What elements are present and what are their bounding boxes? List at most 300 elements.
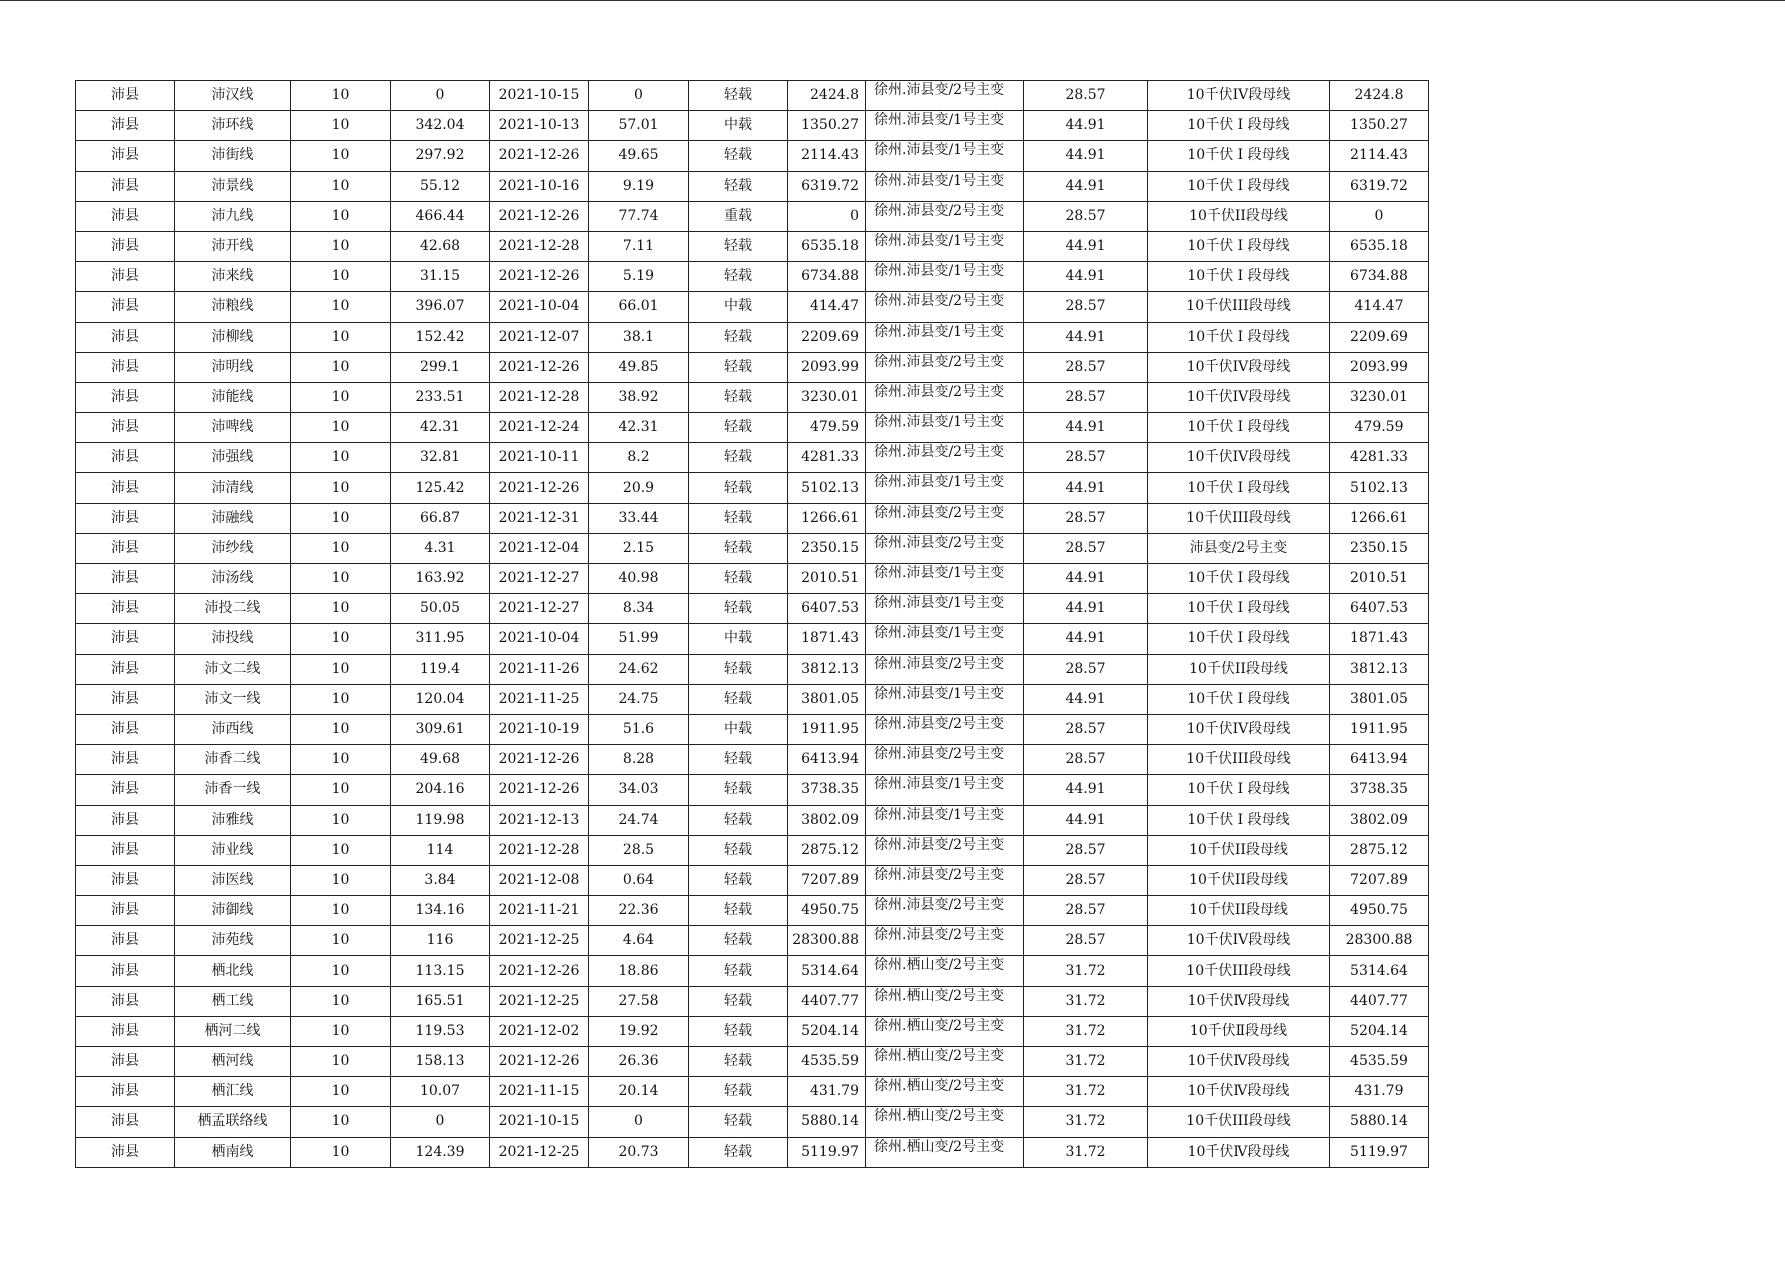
cell-transformer-load-rate: 31.72 <box>1024 1077 1148 1107</box>
cell-load-rate: 7.11 <box>589 231 689 261</box>
cell-load-rate: 0 <box>589 81 689 111</box>
cell-date: 2021-12-26 <box>490 141 589 171</box>
cell-date: 2021-12-25 <box>490 986 589 1016</box>
cell-load-status: 轻载 <box>689 262 788 292</box>
cell-voltage-kv: 10 <box>291 231 391 261</box>
cell-date: 2021-10-13 <box>490 111 589 141</box>
transformer-name-text: 徐州.沛县变/1号主变 <box>874 323 1005 340</box>
cell-busbar: 10千伏 I 段母线 <box>1148 805 1330 835</box>
cell-busbar: 10千伏IV段母线 <box>1148 352 1330 382</box>
cell-load-current: 158.13 <box>391 1047 490 1077</box>
cell-date: 2021-12-27 <box>490 594 589 624</box>
cell-substation-transformer <box>866 503 1024 533</box>
cell-load-current: 163.92 <box>391 564 490 594</box>
cell-date: 2021-12-26 <box>490 262 589 292</box>
table-row <box>76 684 1429 714</box>
cell-line-name: 沛汤线 <box>175 564 291 594</box>
cell-line-name: 沛强线 <box>175 443 291 473</box>
cell-county: 沛县 <box>76 865 175 895</box>
cell-available-capacity: 0 <box>788 201 866 231</box>
cell-remaining-capacity: 6734.88 <box>1330 262 1429 292</box>
cell-substation-transformer <box>866 986 1024 1016</box>
cell-date: 2021-12-04 <box>490 533 589 563</box>
cell-remaining-capacity: 1350.27 <box>1330 111 1429 141</box>
cell-transformer-load-rate: 31.72 <box>1024 1047 1148 1077</box>
cell-voltage-kv: 10 <box>291 1137 391 1167</box>
cell-busbar: 沛县变/2号主变 <box>1148 533 1330 563</box>
cell-transformer-load-rate: 31.72 <box>1024 1016 1148 1046</box>
cell-voltage-kv: 10 <box>291 805 391 835</box>
cell-available-capacity: 7207.89 <box>788 865 866 895</box>
table-row <box>76 594 1429 624</box>
cell-load-current: 342.04 <box>391 111 490 141</box>
cell-line-name: 栖南线 <box>175 1137 291 1167</box>
cell-remaining-capacity: 2875.12 <box>1330 835 1429 865</box>
cell-transformer-load-rate: 44.91 <box>1024 141 1148 171</box>
cell-load-current: 299.1 <box>391 352 490 382</box>
cell-load-status: 轻载 <box>689 171 788 201</box>
cell-transformer-load-rate: 28.57 <box>1024 533 1148 563</box>
cell-county: 沛县 <box>76 926 175 956</box>
cell-date: 2021-11-21 <box>490 896 589 926</box>
cell-line-name: 沛街线 <box>175 141 291 171</box>
cell-transformer-load-rate: 31.72 <box>1024 956 1148 986</box>
cell-load-rate: 8.28 <box>589 745 689 775</box>
cell-load-status: 轻载 <box>689 1016 788 1046</box>
cell-substation-transformer <box>866 865 1024 895</box>
cell-line-name: 沛雅线 <box>175 805 291 835</box>
cell-voltage-kv: 10 <box>291 745 391 775</box>
cell-voltage-kv: 10 <box>291 141 391 171</box>
cell-line-name: 沛清线 <box>175 473 291 503</box>
cell-date: 2021-10-15 <box>490 1107 589 1137</box>
cell-available-capacity: 5102.13 <box>788 473 866 503</box>
cell-load-rate: 66.01 <box>589 292 689 322</box>
cell-voltage-kv: 10 <box>291 865 391 895</box>
cell-date: 2021-12-26 <box>490 775 589 805</box>
table-row <box>76 926 1429 956</box>
cell-busbar: 10千伏 I 段母线 <box>1148 171 1330 201</box>
cell-county: 沛县 <box>76 382 175 412</box>
cell-load-current: 233.51 <box>391 382 490 412</box>
cell-load-rate: 40.98 <box>589 564 689 594</box>
cell-remaining-capacity: 3812.13 <box>1330 654 1429 684</box>
cell-load-status: 轻载 <box>689 322 788 352</box>
table-row <box>76 1016 1429 1046</box>
cell-available-capacity: 6407.53 <box>788 594 866 624</box>
cell-line-name: 沛香二线 <box>175 745 291 775</box>
cell-county: 沛县 <box>76 352 175 382</box>
transformer-name-text: 徐州.沛县变/1号主变 <box>874 625 1005 642</box>
table-row <box>76 443 1429 473</box>
cell-busbar: 10千伏 I 段母线 <box>1148 111 1330 141</box>
cell-load-status: 轻载 <box>689 926 788 956</box>
cell-substation-transformer <box>866 413 1024 443</box>
cell-remaining-capacity: 7207.89 <box>1330 865 1429 895</box>
cell-substation-transformer <box>866 654 1024 684</box>
cell-load-current: 114 <box>391 835 490 865</box>
transformer-name-text: 徐州.沛县变/2号主变 <box>874 353 1005 370</box>
cell-load-status: 中载 <box>689 624 788 654</box>
cell-substation-transformer <box>866 896 1024 926</box>
cell-available-capacity: 3230.01 <box>788 382 866 412</box>
cell-voltage-kv: 10 <box>291 1077 391 1107</box>
cell-remaining-capacity: 5204.14 <box>1330 1016 1429 1046</box>
table-row <box>76 624 1429 654</box>
cell-voltage-kv: 10 <box>291 1047 391 1077</box>
cell-load-status: 轻载 <box>689 986 788 1016</box>
cell-remaining-capacity: 2114.43 <box>1330 141 1429 171</box>
cell-transformer-load-rate: 44.91 <box>1024 775 1148 805</box>
table-row <box>76 171 1429 201</box>
cell-available-capacity: 2114.43 <box>788 141 866 171</box>
cell-substation-transformer <box>866 141 1024 171</box>
cell-voltage-kv: 10 <box>291 564 391 594</box>
cell-load-status: 轻载 <box>689 473 788 503</box>
cell-available-capacity: 5204.14 <box>788 1016 866 1046</box>
cell-substation-transformer <box>866 835 1024 865</box>
cell-load-status: 轻载 <box>689 775 788 805</box>
transformer-name-text: 徐州.沛县变/2号主变 <box>874 82 1005 98</box>
cell-line-name: 沛文二线 <box>175 654 291 684</box>
cell-remaining-capacity: 5119.97 <box>1330 1137 1429 1167</box>
cell-substation-transformer <box>866 775 1024 805</box>
cell-substation-transformer <box>866 956 1024 986</box>
cell-remaining-capacity: 28300.88 <box>1330 926 1429 956</box>
cell-transformer-load-rate: 44.91 <box>1024 322 1148 352</box>
cell-county: 沛县 <box>76 413 175 443</box>
transformer-name-text: 徐州.沛县变/2号主变 <box>874 866 1005 883</box>
cell-load-current: 204.16 <box>391 775 490 805</box>
cell-busbar: 10千伏III段母线 <box>1148 956 1330 986</box>
cell-load-rate: 9.19 <box>589 171 689 201</box>
cell-substation-transformer <box>866 352 1024 382</box>
cell-load-current: 119.53 <box>391 1016 490 1046</box>
cell-busbar: 10千伏III段母线 <box>1148 503 1330 533</box>
cell-transformer-load-rate: 28.57 <box>1024 382 1148 412</box>
cell-date: 2021-12-26 <box>490 1047 589 1077</box>
table-body <box>76 81 1429 1168</box>
cell-available-capacity: 479.59 <box>788 413 866 443</box>
cell-date: 2021-12-07 <box>490 322 589 352</box>
cell-available-capacity: 2424.8 <box>788 81 866 111</box>
transformer-name-text: 徐州.沛县变/2号主变 <box>874 504 1005 521</box>
cell-county: 沛县 <box>76 1016 175 1046</box>
cell-busbar: 10千伏 I 段母线 <box>1148 564 1330 594</box>
cell-substation-transformer <box>866 1107 1024 1137</box>
table-row <box>76 382 1429 412</box>
cell-voltage-kv: 10 <box>291 413 391 443</box>
cell-available-capacity: 1911.95 <box>788 714 866 744</box>
cell-substation-transformer <box>866 171 1024 201</box>
cell-busbar: 10千伏Ⅱ段母线 <box>1148 1016 1330 1046</box>
cell-load-current: 165.51 <box>391 986 490 1016</box>
cell-load-rate: 38.1 <box>589 322 689 352</box>
cell-load-status: 轻载 <box>689 1137 788 1167</box>
cell-line-name: 栖工线 <box>175 986 291 1016</box>
cell-date: 2021-12-02 <box>490 1016 589 1046</box>
cell-substation-transformer <box>866 292 1024 322</box>
cell-load-current: 297.92 <box>391 141 490 171</box>
cell-busbar: 10千伏IV段母线 <box>1148 714 1330 744</box>
transformer-name-text: 徐州.沛县变/2号主变 <box>874 655 1005 672</box>
cell-available-capacity: 6319.72 <box>788 171 866 201</box>
cell-busbar: 10千伏 I 段母线 <box>1148 684 1330 714</box>
cell-remaining-capacity: 4407.77 <box>1330 986 1429 1016</box>
cell-county: 沛县 <box>76 986 175 1016</box>
cell-load-current: 32.81 <box>391 443 490 473</box>
transformer-name-text: 徐州.沛县变/1号主变 <box>874 685 1005 702</box>
cell-transformer-load-rate: 28.57 <box>1024 201 1148 231</box>
cell-transformer-load-rate: 44.91 <box>1024 473 1148 503</box>
cell-voltage-kv: 10 <box>291 322 391 352</box>
cell-busbar: 10千伏III段母线 <box>1148 745 1330 775</box>
cell-remaining-capacity: 2350.15 <box>1330 533 1429 563</box>
cell-load-rate: 22.36 <box>589 896 689 926</box>
cell-line-name: 沛御线 <box>175 896 291 926</box>
cell-remaining-capacity: 431.79 <box>1330 1077 1429 1107</box>
cell-busbar: 10千伏Ⅳ段母线 <box>1148 1077 1330 1107</box>
cell-busbar: 10千伏 I 段母线 <box>1148 322 1330 352</box>
cell-voltage-kv: 10 <box>291 201 391 231</box>
cell-busbar: 10千伏 I 段母线 <box>1148 775 1330 805</box>
cell-voltage-kv: 10 <box>291 111 391 141</box>
cell-busbar: 10千伏II段母线 <box>1148 896 1330 926</box>
cell-line-name: 沛纱线 <box>175 533 291 563</box>
cell-available-capacity: 3812.13 <box>788 654 866 684</box>
cell-transformer-load-rate: 44.91 <box>1024 624 1148 654</box>
cell-substation-transformer <box>866 262 1024 292</box>
cell-load-status: 轻载 <box>689 654 788 684</box>
cell-available-capacity: 3801.05 <box>788 684 866 714</box>
cell-remaining-capacity: 6319.72 <box>1330 171 1429 201</box>
cell-load-status: 轻载 <box>689 81 788 111</box>
cell-available-capacity: 1871.43 <box>788 624 866 654</box>
cell-available-capacity: 4950.75 <box>788 896 866 926</box>
cell-load-rate: 27.58 <box>589 986 689 1016</box>
cell-load-status: 中载 <box>689 111 788 141</box>
cell-substation-transformer <box>866 1137 1024 1167</box>
cell-substation-transformer <box>866 926 1024 956</box>
cell-busbar: 10千伏 I 段母线 <box>1148 413 1330 443</box>
cell-date: 2021-12-27 <box>490 564 589 594</box>
cell-remaining-capacity: 4535.59 <box>1330 1047 1429 1077</box>
cell-line-name: 沛粮线 <box>175 292 291 322</box>
transformer-name-text: 徐州.沛县变/1号主变 <box>874 232 1005 249</box>
cell-line-name: 栖河二线 <box>175 1016 291 1046</box>
cell-line-name: 沛汉线 <box>175 81 291 111</box>
cell-county: 沛县 <box>76 1077 175 1107</box>
cell-county: 沛县 <box>76 805 175 835</box>
transformer-name-text: 徐州.沛县变/1号主变 <box>874 595 1005 612</box>
cell-voltage-kv: 10 <box>291 684 391 714</box>
cell-voltage-kv: 10 <box>291 1016 391 1046</box>
cell-county: 沛县 <box>76 81 175 111</box>
page-top-rule <box>0 0 1785 1</box>
transformer-name-text: 徐州.沛县变/2号主变 <box>874 202 1005 219</box>
transformer-name-text: 徐州.沛县变/1号主变 <box>874 112 1005 129</box>
cell-voltage-kv: 10 <box>291 624 391 654</box>
cell-county: 沛县 <box>76 1137 175 1167</box>
table-row <box>76 533 1429 563</box>
cell-date: 2021-12-28 <box>490 835 589 865</box>
cell-load-rate: 49.85 <box>589 352 689 382</box>
cell-remaining-capacity: 4281.33 <box>1330 443 1429 473</box>
cell-county: 沛县 <box>76 684 175 714</box>
cell-line-name: 栖北线 <box>175 956 291 986</box>
cell-substation-transformer <box>866 714 1024 744</box>
cell-busbar: 10千伏IV段母线 <box>1148 382 1330 412</box>
transformer-name-text: 徐州.沛县变/1号主变 <box>874 474 1005 491</box>
table-row <box>76 745 1429 775</box>
cell-date: 2021-10-16 <box>490 171 589 201</box>
cell-available-capacity: 2350.15 <box>788 533 866 563</box>
cell-available-capacity: 5314.64 <box>788 956 866 986</box>
cell-transformer-load-rate: 28.57 <box>1024 896 1148 926</box>
cell-substation-transformer <box>866 443 1024 473</box>
cell-busbar: 10千伏 I 段母线 <box>1148 473 1330 503</box>
cell-load-status: 轻载 <box>689 352 788 382</box>
cell-available-capacity: 2010.51 <box>788 564 866 594</box>
cell-transformer-load-rate: 44.91 <box>1024 111 1148 141</box>
cell-available-capacity: 2209.69 <box>788 322 866 352</box>
cell-transformer-load-rate: 28.57 <box>1024 503 1148 533</box>
cell-substation-transformer <box>866 382 1024 412</box>
table-row <box>76 896 1429 926</box>
cell-substation-transformer <box>866 231 1024 261</box>
cell-remaining-capacity: 1871.43 <box>1330 624 1429 654</box>
cell-line-name: 沛投线 <box>175 624 291 654</box>
cell-voltage-kv: 10 <box>291 443 391 473</box>
table-row <box>76 81 1429 111</box>
table-row <box>76 352 1429 382</box>
cell-county: 沛县 <box>76 835 175 865</box>
cell-substation-transformer <box>866 684 1024 714</box>
transformer-name-text: 徐州.栖山变/2号主变 <box>874 1017 1005 1034</box>
cell-transformer-load-rate: 28.57 <box>1024 745 1148 775</box>
cell-voltage-kv: 10 <box>291 292 391 322</box>
cell-transformer-load-rate: 44.91 <box>1024 684 1148 714</box>
cell-county: 沛县 <box>76 533 175 563</box>
cell-county: 沛县 <box>76 443 175 473</box>
cell-date: 2021-12-24 <box>490 413 589 443</box>
cell-busbar: 10千伏 I 段母线 <box>1148 231 1330 261</box>
transformer-name-text: 徐州.沛县变/2号主变 <box>874 927 1005 944</box>
cell-voltage-kv: 10 <box>291 503 391 533</box>
cell-transformer-load-rate: 28.57 <box>1024 926 1148 956</box>
cell-voltage-kv: 10 <box>291 654 391 684</box>
table-row <box>76 413 1429 443</box>
cell-load-status: 轻载 <box>689 745 788 775</box>
cell-load-current: 0 <box>391 1107 490 1137</box>
cell-load-rate: 26.36 <box>589 1047 689 1077</box>
cell-date: 2021-12-31 <box>490 503 589 533</box>
cell-county: 沛县 <box>76 111 175 141</box>
cell-load-current: 134.16 <box>391 896 490 926</box>
cell-substation-transformer <box>866 624 1024 654</box>
cell-busbar: 10千伏IV段母线 <box>1148 443 1330 473</box>
cell-load-rate: 18.86 <box>589 956 689 986</box>
cell-voltage-kv: 10 <box>291 896 391 926</box>
cell-date: 2021-12-25 <box>490 1137 589 1167</box>
transformer-name-text: 徐州.沛县变/2号主变 <box>874 383 1005 400</box>
cell-voltage-kv: 10 <box>291 171 391 201</box>
transformer-name-text: 徐州.沛县变/2号主变 <box>874 897 1005 914</box>
cell-load-current: 125.42 <box>391 473 490 503</box>
cell-remaining-capacity: 4950.75 <box>1330 896 1429 926</box>
cell-available-capacity: 2875.12 <box>788 835 866 865</box>
cell-load-rate: 24.74 <box>589 805 689 835</box>
cell-load-current: 3.84 <box>391 865 490 895</box>
transformer-name-text: 徐州.沛县变/2号主变 <box>874 836 1005 853</box>
cell-county: 沛县 <box>76 564 175 594</box>
cell-transformer-load-rate: 28.57 <box>1024 835 1148 865</box>
cell-date: 2021-11-15 <box>490 1077 589 1107</box>
cell-remaining-capacity: 1911.95 <box>1330 714 1429 744</box>
cell-load-current: 42.68 <box>391 231 490 261</box>
cell-line-name: 沛西线 <box>175 714 291 744</box>
cell-substation-transformer <box>866 322 1024 352</box>
cell-load-status: 轻载 <box>689 805 788 835</box>
cell-date: 2021-10-15 <box>490 81 589 111</box>
transformer-name-text: 徐州.栖山变/2号主变 <box>874 1048 1005 1064</box>
cell-county: 沛县 <box>76 714 175 744</box>
cell-line-name: 栖孟联络线 <box>175 1107 291 1137</box>
cell-load-status: 轻载 <box>689 1107 788 1137</box>
cell-line-name: 沛业线 <box>175 835 291 865</box>
cell-load-rate: 4.64 <box>589 926 689 956</box>
cell-date: 2021-12-26 <box>490 745 589 775</box>
table-row <box>76 654 1429 684</box>
cell-load-current: 50.05 <box>391 594 490 624</box>
cell-busbar: 10千伏Ⅳ段母线 <box>1148 1047 1330 1077</box>
transformer-name-text: 徐州.沛县变/2号主变 <box>874 746 1005 763</box>
table-row <box>76 564 1429 594</box>
transformer-name-text: 徐州.栖山变/2号主变 <box>874 1108 1005 1125</box>
cell-available-capacity: 3738.35 <box>788 775 866 805</box>
cell-load-status: 轻载 <box>689 896 788 926</box>
cell-remaining-capacity: 6535.18 <box>1330 231 1429 261</box>
cell-county: 沛县 <box>76 624 175 654</box>
cell-transformer-load-rate: 44.91 <box>1024 594 1148 624</box>
cell-substation-transformer <box>866 533 1024 563</box>
cell-load-rate: 34.03 <box>589 775 689 805</box>
cell-substation-transformer <box>866 201 1024 231</box>
cell-date: 2021-12-26 <box>490 352 589 382</box>
cell-load-current: 396.07 <box>391 292 490 322</box>
cell-line-name: 沛医线 <box>175 865 291 895</box>
cell-transformer-load-rate: 44.91 <box>1024 231 1148 261</box>
cell-load-current: 124.39 <box>391 1137 490 1167</box>
cell-substation-transformer <box>866 1047 1024 1077</box>
cell-remaining-capacity: 3801.05 <box>1330 684 1429 714</box>
cell-county: 沛县 <box>76 745 175 775</box>
cell-available-capacity: 28300.88 <box>788 926 866 956</box>
table-row <box>76 503 1429 533</box>
cell-transformer-load-rate: 28.57 <box>1024 292 1148 322</box>
cell-remaining-capacity: 0 <box>1330 201 1429 231</box>
cell-county: 沛县 <box>76 292 175 322</box>
cell-voltage-kv: 10 <box>291 835 391 865</box>
cell-available-capacity: 6535.18 <box>788 231 866 261</box>
cell-county: 沛县 <box>76 1047 175 1077</box>
cell-load-current: 116 <box>391 926 490 956</box>
cell-load-rate: 33.44 <box>589 503 689 533</box>
cell-load-status: 轻载 <box>689 865 788 895</box>
transformer-name-text: 徐州.沛县变/2号主变 <box>874 534 1005 551</box>
transformer-name-text: 徐州.栖山变/2号主变 <box>874 957 1005 974</box>
cell-voltage-kv: 10 <box>291 262 391 292</box>
